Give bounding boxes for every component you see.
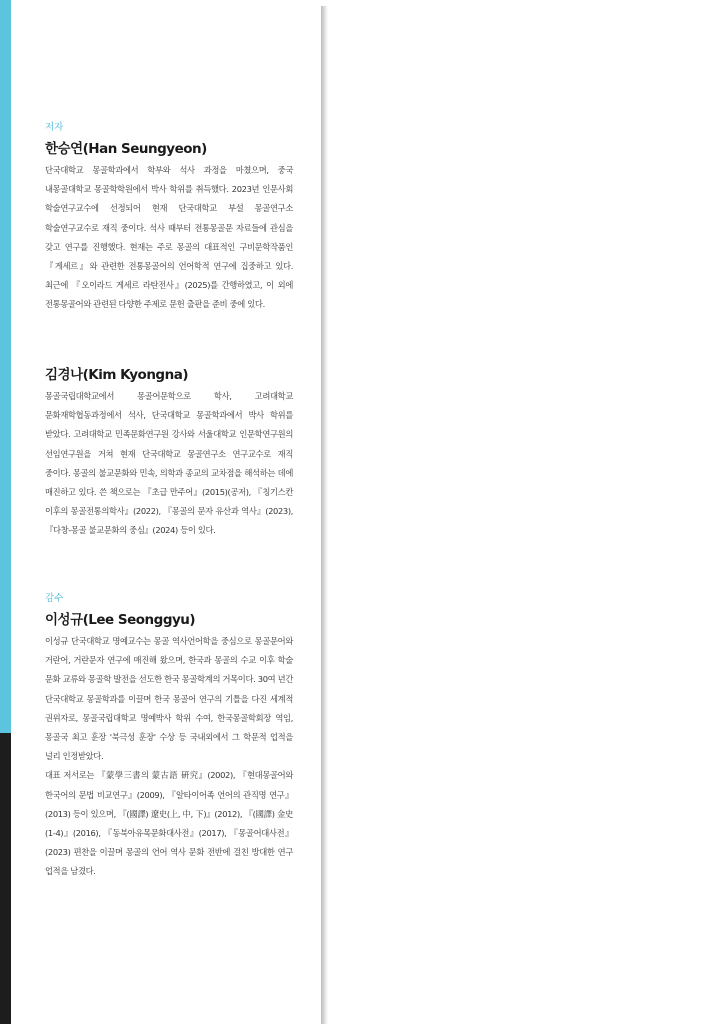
author-bio-kim: 몽골국립대학교에서 몽골어문학으로 학사, 고려대학교 문화재학협동과정에서 석사, 단국대학교 몽골학과에서 박사 학위를 받았다. 고려대학교 민족문화연구원 강사와 서울대학교 인문학연구원의 선임연구원을 거쳐 현재 단국대학교 몽골연구소 연구교수로 재직 중이다. 몽골의 불교문화와 민속, 의학과 종교의 교차점을 해석하는 데에 매진하고 있다. 쓴 책으로는 『초급 만주어』(2015)(공저), 『칭기스칸 이후의 몽골전통의학사』(2022), 『몽골의 문자 유산과 역사』(2023), 『다창-몽골 불교문화의 중심』(2024) 등이 있다. — [45, 391, 293, 536]
author-name-kim: 김경나(Kim Kyongna) — [45, 367, 188, 383]
author-bio-han: 단국대학교 몽골학과에서 학부와 석사 과정을 마쳤으며, 중국 내몽골대학교 몽골학학원에서 박사 학위를 취득했다. 2023년 인문사회 학술연구교수에 선정되어 현재 단국대학교 부설 몽골연구소 학술연구교수로 재직 중이다. 석사 때부터 전통몽골문 자료들에 관심을 갖고 연구를 진행했다. 현재는 주로 몽골의 대표적인 구비문학작품인 『게세르』와 관련한 전통몽골어의 언어학적 연구에 집중하고 있다. 최근에 『오이라드 게세르 라탄전사』(2025)를 간행하였고, 이 외에 전통몽골어와 관련된 다양한 주제로 문헌 출판을 준비 중에 있다. — [45, 165, 293, 310]
author-section-han — [45, 122, 293, 315]
section-label-supervisor: 감수 — [45, 593, 64, 604]
supervisor-name-lee: 이성규(Lee Seonggyu) — [45, 612, 196, 628]
spine-accent-cyan — [0, 0, 11, 733]
author-name-han: 한승연(Han Seungyeon) — [45, 141, 207, 157]
supervisor-section-lee — [45, 593, 293, 882]
spine-accent-dark — [0, 733, 11, 1024]
book-page — [11, 0, 321, 1024]
supervisor-bio-lee-2: 대표 저서로는 『蒙學三書의 蒙古語 硏究』(2002), 『현대몽골어와 한국어의 문법 비교연구』(2009), 『알타이어족 언어의 관직명 연구』(2013) 등이 있으며, 『(國譯) 遼史(上, 中, 下)』(2012), 『(國譯) 金史(1-4)』(2016), 『동북아유목문화대사전』(2017), 『몽골어대사전』(2023) 편찬을 이끌며 몽골의 언어 역사 문화 전반에 걸친 방대한 연구 업적을 남겼다. — [45, 770, 293, 877]
page-shadow — [321, 6, 328, 1024]
section-label-author: 저자 — [45, 122, 64, 133]
blank-facing-page — [328, 0, 726, 1024]
author-section-kim — [45, 366, 293, 541]
supervisor-bio-lee-1: 이성규 단국대학교 명예교수는 몽골 역사언어학을 중심으로 몽골문어와 거란어, 거란문자 연구에 매진해 왔으며, 한국과 몽골의 수교 이후 학술 문화 교류와 몽골학 발전을 선도한 한국 몽골학계의 거목이다. 30여 년간 단국대학교 몽골학과를 이끌며 한국 몽골어 연구의 기틀을 다진 세계적 권위자로, 몽골국립대학교 명예박사 학위 수여, 한국몽골학회장 역임, 몽골국 최고 훈장 '북극성 훈장' 수상 등 국내외에서 그 학문적 업적을 널리 인정받았다. — [45, 636, 293, 762]
